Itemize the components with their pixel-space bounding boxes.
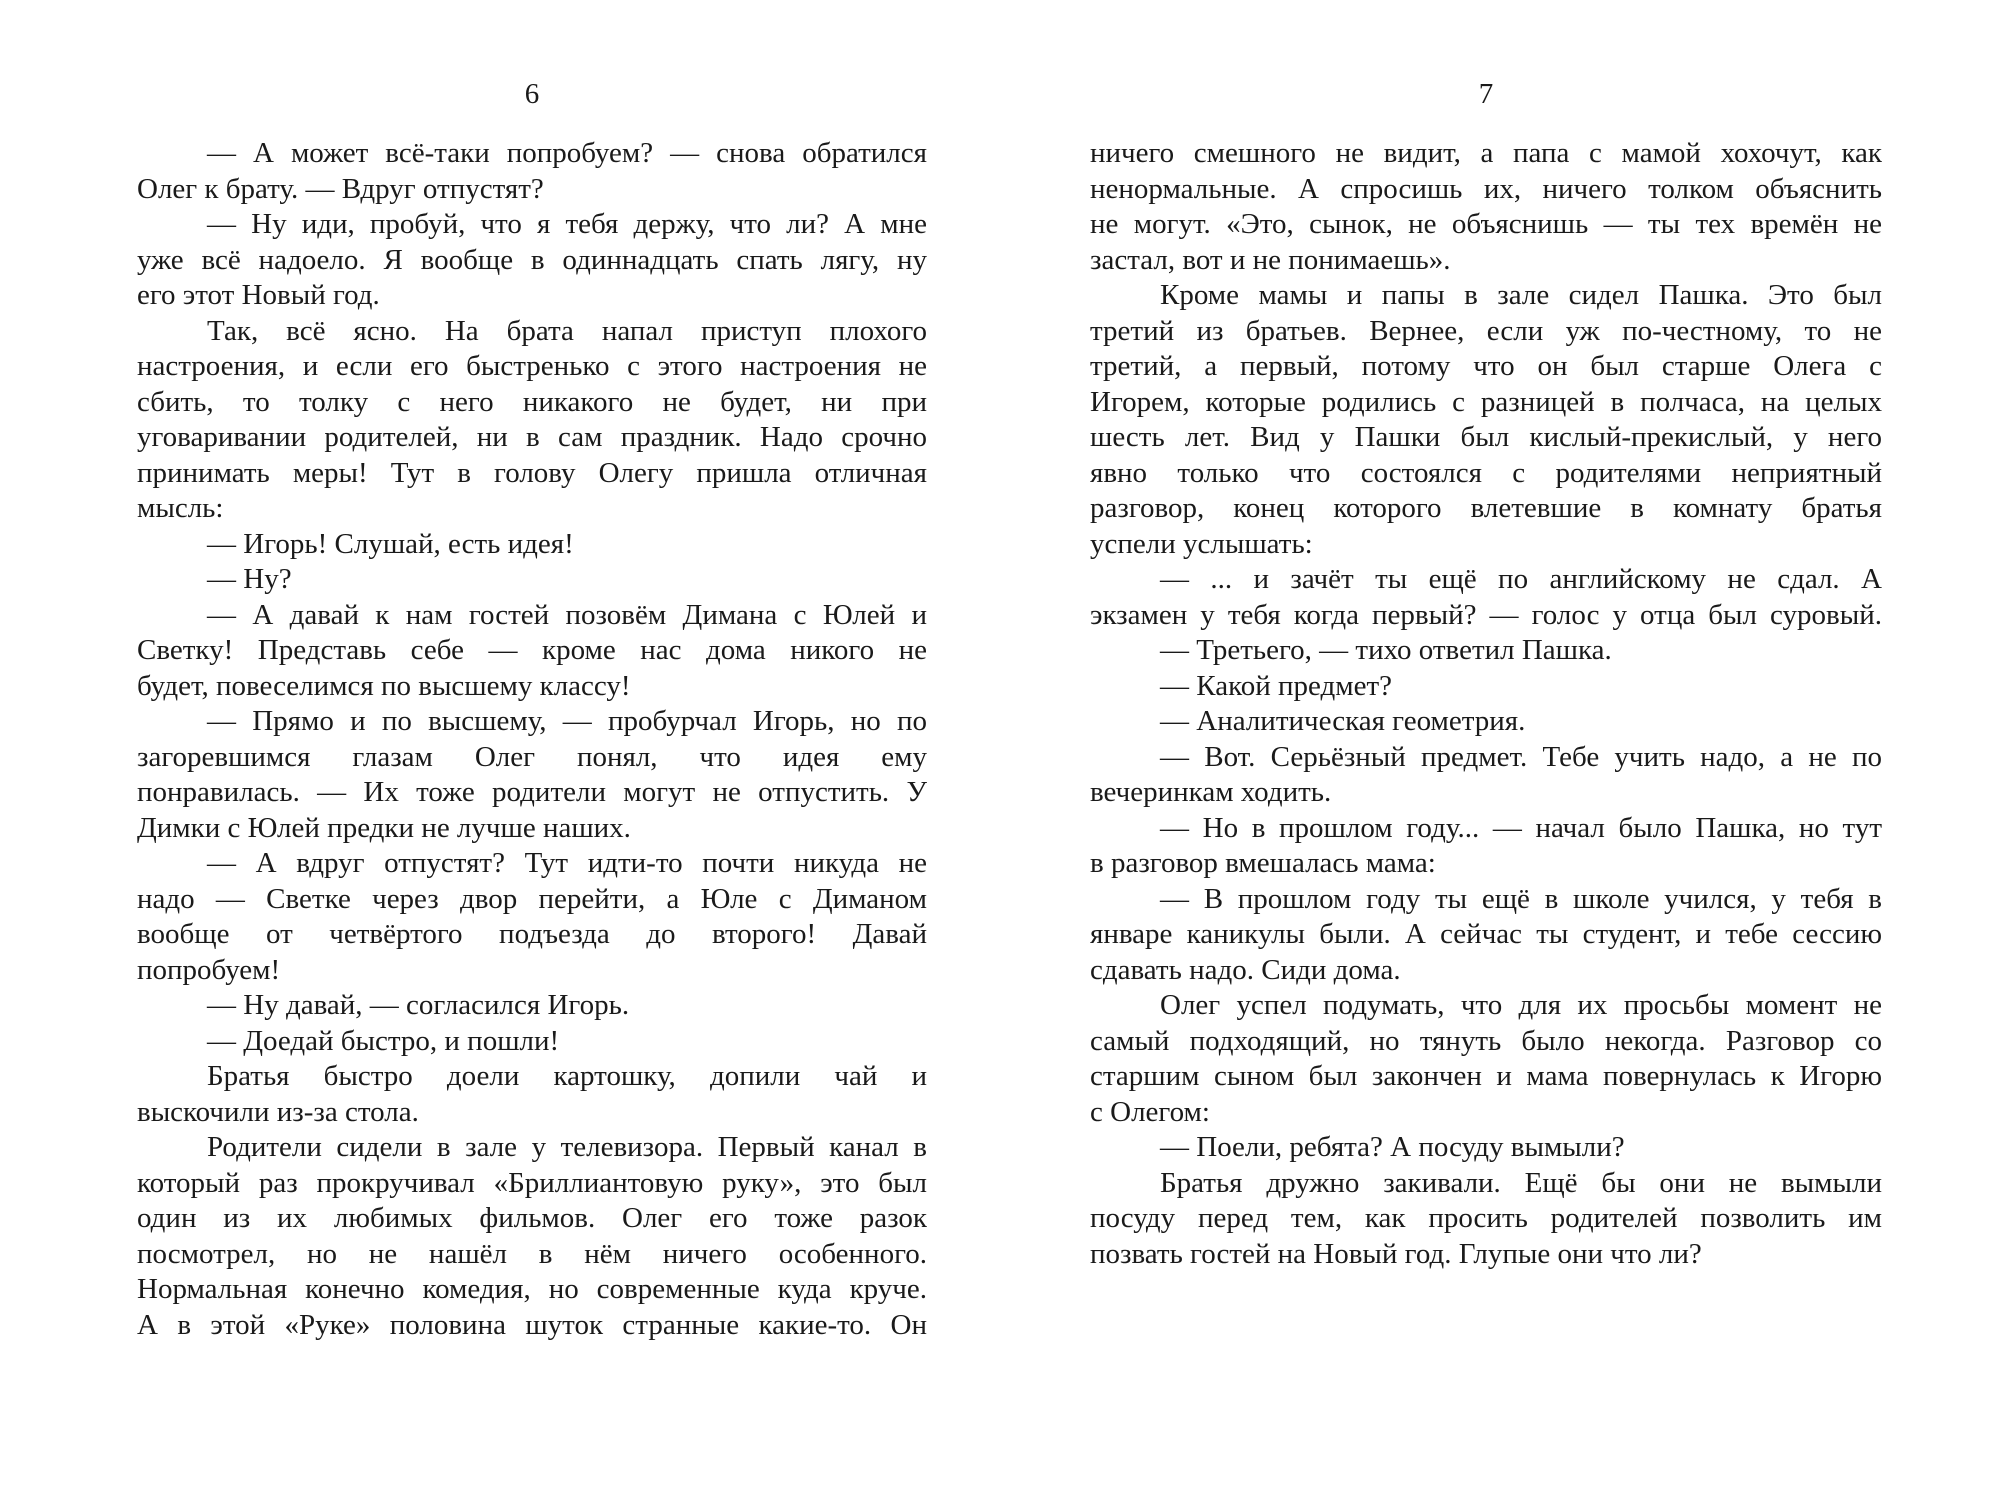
- text-line: с Олегом:: [1090, 1095, 1210, 1128]
- text-line: принимать меры! Тут в голову Олегу пришла отличная: [137, 456, 927, 489]
- text-line: понравилась. — Их тоже родители могут не отпустить. У: [137, 776, 927, 808]
- text-line: надо — Светке через двор перейти, а Юле с Диманом: [137, 882, 927, 915]
- text-line: — Аналитическая геометрия.: [1160, 705, 1526, 737]
- text-line: Олег успел подумать, что для их просьбы момент не: [1160, 989, 1882, 1021]
- text-line: настроения, и если его быстренько с этого настроения не: [137, 350, 927, 382]
- text-line: третий, а первый, потому что он был старше Олега с: [1090, 350, 1882, 382]
- text-line: позвать гостей на Новый год. Глупые они что ли?: [1090, 1237, 1702, 1270]
- text-line: — Но в прошлом году... — начал было Пашка, но тут: [1160, 811, 1882, 844]
- text-line: Родители сидели в зале у телевизора. Первый канал в: [207, 1131, 927, 1163]
- text-line: Игорем, которые родились с разницей в полчаса, на целых: [1090, 385, 1882, 418]
- text-line: — Поели, ребята? А посуду вымыли?: [1160, 1131, 1625, 1163]
- page-text: [137, 136, 927, 1343]
- text-line: — Ну?: [207, 563, 292, 595]
- text-line: выскочили из-за стола.: [137, 1095, 419, 1128]
- text-line: вообще от четвёртого подъезда до второго! Давай: [137, 918, 927, 950]
- text-line: загоревшимся глазам Олег понял, что идея ему: [137, 740, 927, 773]
- left-page: [137, 0, 927, 1500]
- text-line: успели услышать:: [1090, 527, 1313, 560]
- text-line: самый подходящий, но тянуть было некогда. Разговор со: [1090, 1024, 1882, 1057]
- text-line: сбить, то толку с него никакого не будет, ни при: [137, 385, 927, 418]
- text-line: мысль:: [137, 492, 224, 524]
- text-line: Нормальная конечно комедия, но современные куда круче.: [137, 1273, 927, 1305]
- text-line: ненормальные. А спросишь их, ничего толком объяснить: [1090, 172, 1882, 205]
- text-line: один из их любимых фильмов. Олег его тоже разок: [137, 1202, 927, 1234]
- text-line: Олег к брату. — Вдруг отпустят?: [137, 172, 544, 205]
- text-line: январе каникулы были. А сейчас ты студент, и тебе сессию: [1090, 918, 1882, 950]
- text-line: не могут. «Это, сынок, не объяснишь — ты тех времён не: [1090, 208, 1882, 240]
- text-line: — Игорь! Слушай, есть идея!: [207, 527, 574, 560]
- text-line: Братья быстро доели картошку, допили чай и: [207, 1060, 927, 1092]
- text-line: — ... и зачёт ты ещё по английскому не сдал. А: [1160, 563, 1882, 595]
- text-line: Так, всё ясно. На брата напал приступ плохого: [207, 314, 927, 347]
- text-line: старшим сыном был закончен и мама повернулась к Игорю: [1090, 1060, 1882, 1092]
- text-line: третий из братьев. Вернее, если уж по-честному, то не: [1090, 314, 1882, 347]
- text-line: — Ну давай, — согласился Игорь.: [207, 989, 630, 1021]
- text-line: экзамен у тебя когда первый? — голос у отца был суровый.: [1090, 598, 1882, 631]
- text-line: уговаривании родителей, ни в сам праздник. Надо срочно: [137, 421, 927, 453]
- text-line: — А вдруг отпустят? Тут идти-то почти никуда не: [207, 847, 927, 879]
- text-line: разговор, конец которого влетевшие в комнату братья: [1090, 492, 1882, 524]
- text-line: — А может всё-таки попробуем? — снова обратился: [207, 137, 927, 169]
- text-line: уже всё надоело. Я вообще в одиннадцать спать лягу, ну: [137, 243, 927, 276]
- text-line: — Ну иди, пробуй, что я тебя держу, что ли? А мне: [207, 208, 927, 240]
- text-line: Братья дружно закивали. Ещё бы они не вымыли: [1160, 1166, 1882, 1199]
- text-line: шесть лет. Вид у Пашки был кислый-прекислый, у него: [1090, 421, 1882, 453]
- text-line: сдавать надо. Сиди дома.: [1090, 953, 1401, 986]
- text-line: — Третьего, — тихо ответил Пашка.: [1160, 634, 1612, 666]
- text-line: — В прошлом году ты ещё в школе учился, у тебя в: [1160, 882, 1882, 915]
- text-line: Кроме мамы и папы в зале сидел Пашка. Это был: [1160, 279, 1882, 311]
- text-line: А в этой «Руке» половина шуток странные какие-то. Он: [137, 1308, 927, 1341]
- page-text: [1090, 136, 1882, 1272]
- text-line: — Вот. Серьёзный предмет. Тебе учить надо, а не по: [1160, 740, 1882, 773]
- page-number: 6: [524, 78, 540, 110]
- text-line: посмотрел, но не нашёл в нём ничего особенного.: [137, 1237, 927, 1270]
- page-number: 7: [1478, 78, 1494, 110]
- text-line: попробуем!: [137, 953, 281, 986]
- text-line: который раз прокручивал «Бриллиантовую руку», это был: [137, 1166, 927, 1199]
- text-line: его этот Новый год.: [137, 279, 380, 311]
- text-line: посуду перед тем, как просить родителей позволить им: [1090, 1202, 1882, 1234]
- text-line: — Прямо и по высшему, — пробурчал Игорь, но по: [207, 705, 927, 737]
- text-line: Светку! Представь себе — кроме нас дома никого не: [137, 634, 927, 666]
- text-line: застал, вот и не понимаешь».: [1090, 243, 1451, 276]
- text-line: — Доедай быстро, и пошли!: [207, 1024, 560, 1057]
- text-line: будет, повеселимся по высшему классу!: [137, 669, 631, 702]
- right-page: [1090, 0, 1882, 1500]
- text-line: явно только что состоялся с родителями неприятный: [1090, 456, 1882, 489]
- text-line: в разговор вмешалась мама:: [1090, 847, 1436, 879]
- text-line: — А давай к нам гостей позовём Димана с Юлей и: [207, 598, 927, 631]
- text-line: ничего смешного не видит, а папа с мамой хохочут, как: [1090, 137, 1882, 169]
- text-line: вечеринкам ходить.: [1090, 776, 1332, 808]
- text-line: — Какой предмет?: [1160, 669, 1392, 702]
- text-line: Димки с Юлей предки не лучше наших.: [137, 811, 631, 844]
